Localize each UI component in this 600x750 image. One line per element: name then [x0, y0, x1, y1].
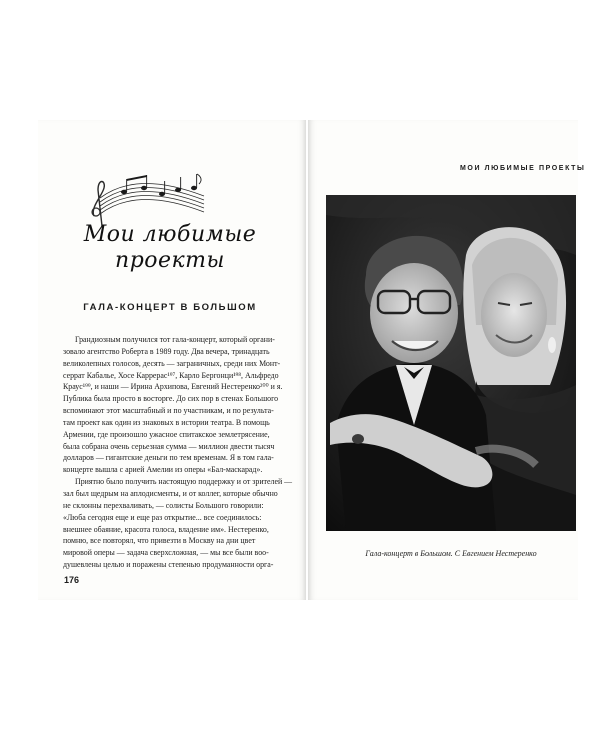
- body-line: помню, все повторял, что привезти в Москву на дни цвет: [63, 536, 256, 546]
- body-line: «Люба сегодня еще и еще раз открытие... все соединилось:: [63, 512, 262, 522]
- body-line: Армении, где произошло ужасное спитакское землетрясение,: [63, 429, 270, 439]
- body-line: концерте вышла с арией Амелии из оперы «Бал-маскарад».: [63, 465, 263, 475]
- section-heading: ГАЛА-КОНЦЕРТ В БОЛЬШОМ: [83, 302, 257, 313]
- page-number: 176: [64, 575, 80, 585]
- chapter-title-line-1: Мои любимые: [83, 222, 257, 247]
- body-line: вспоминают этот масштабный и по участникам, и по результа-: [63, 406, 274, 416]
- body-line: долларов — гигантские деньги по тем временам. Я в том гала-: [63, 453, 274, 463]
- body-line: там проект как один из знаковых в истории театра. В помощь: [63, 417, 270, 427]
- body-line: великолепных голосов, десять — заграничных, среди них Монт-: [63, 358, 281, 368]
- photo-illustration: [326, 195, 576, 531]
- body-line: зал был щедрым на аплодисменты, и от коллег, которые обычно: [63, 488, 278, 498]
- body-line: внешнее обаяние, красота голоса, владение им». Нестеренко,: [63, 524, 269, 534]
- chapter-title: [60, 222, 280, 274]
- body-line: душевлены целью и поражены степенью продуманности орга-: [63, 560, 274, 570]
- body-line: мировой оперы — задача сверхсложная, — мы все были воо-: [63, 548, 269, 558]
- photo: [326, 195, 576, 531]
- photo-caption: Гала-концерт в Большом. С Евгением Нестеренко: [365, 549, 537, 558]
- body-text: [63, 334, 299, 571]
- music-staff-decoration: [82, 168, 210, 228]
- body-line: Публика была просто в восторге. До сих пор в стенах Большого: [63, 394, 279, 404]
- body-line: зовало агентство Роберта в 1989 году. Два вечера, тринадцать: [63, 346, 270, 356]
- running-head: МОИ ЛЮБИМЫЕ ПРОЕКТЫ: [460, 165, 586, 172]
- body-line: серрат Кабалье, Хосе Каррерас¹⁹⁷, Карло Бергонци¹⁹⁸, Альфредо: [63, 370, 279, 380]
- chapter-title-line-2: проекты: [115, 248, 225, 273]
- body-line: Грандиозным получился тот гала-концерт, который органи-: [75, 335, 275, 344]
- body-line: Краус¹⁹⁹, и наши — Ирина Архипова, Евгений Нестеренко²⁰⁰ и я.: [63, 382, 283, 392]
- body-line: Приятно было получить настоящую поддержку и от зрителей —: [75, 477, 293, 487]
- body-line: была собрана очень серьезная сумма — миллион двести тысяч: [63, 441, 275, 451]
- body-line: не склонны перехваливать, — солисты Большого говорили:: [63, 500, 264, 510]
